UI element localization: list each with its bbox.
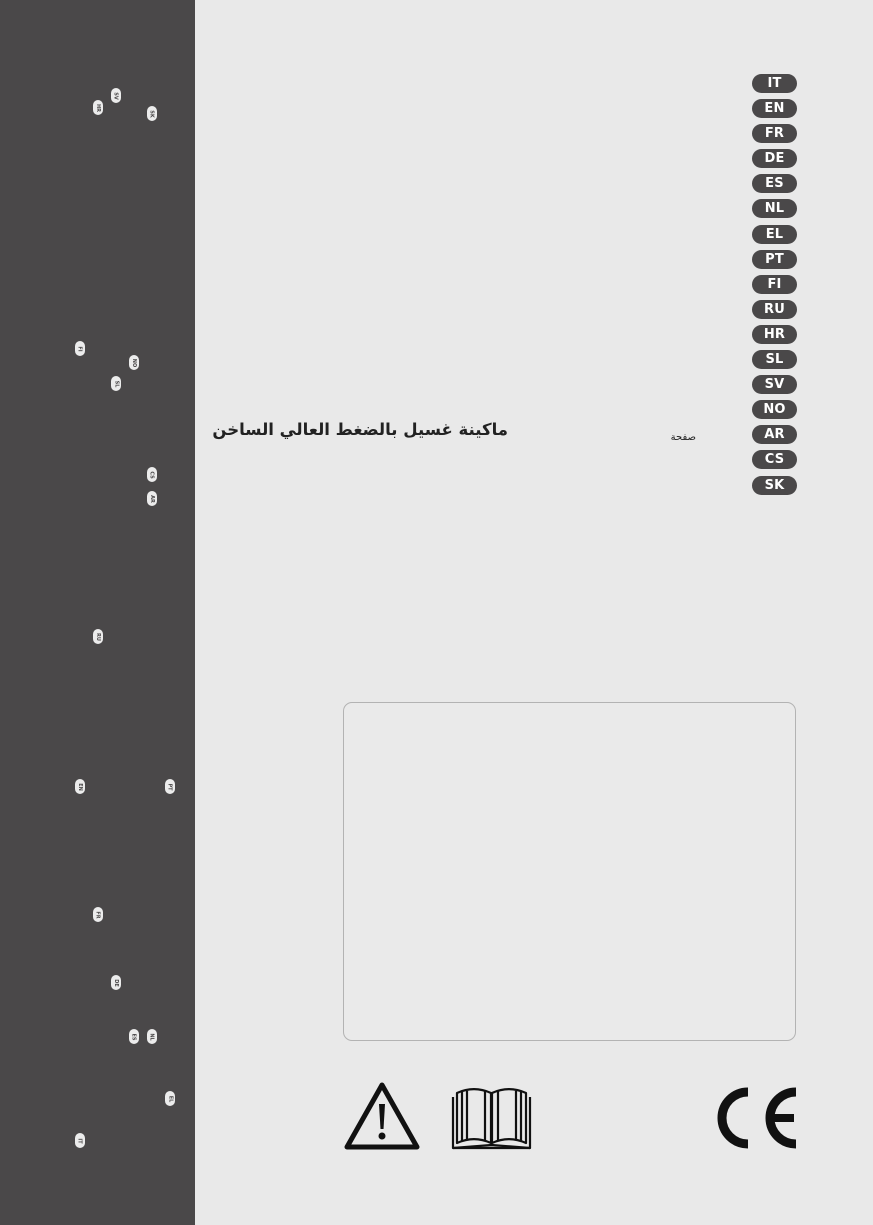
sidebar-lang-badge-hr [93, 100, 103, 115]
sidebar-lang-badge-de [111, 975, 121, 990]
sidebar-lang-label: FR [94, 910, 101, 919]
sidebar-lang-badge-fi [75, 341, 85, 356]
lang-badge-ar: AR [752, 425, 797, 444]
sidebar-lang-badge-sl [111, 376, 121, 391]
lang-badge-nl: NL [752, 199, 797, 218]
arabic-page-label: صفحة [670, 432, 696, 443]
lang-badge-cs: CS [752, 450, 797, 469]
lang-badge-sl: SL [752, 350, 797, 369]
lang-badge-sv: SV [752, 375, 797, 394]
sidebar-lang-badge-ru [93, 629, 103, 644]
lang-badge-de: DE [752, 149, 797, 168]
sidebar-lang-badge-no [129, 355, 139, 370]
sidebar-lang-badge-en [75, 779, 85, 794]
sidebar-lang-label: IT [77, 1137, 83, 1144]
open-manual-book-icon [451, 1083, 532, 1150]
sidebar-lang-label: EL [166, 1095, 173, 1102]
lang-badge-pt: PT [752, 250, 797, 269]
sidebar-lang-label: CS [149, 470, 155, 479]
lang-badge-en: EN [752, 99, 797, 118]
sidebar-lang-label: DE [112, 978, 119, 987]
sidebar-lang-label: NL [149, 1032, 155, 1041]
sidebar-lang-label: RU [94, 632, 101, 641]
lang-badge-el: EL [752, 225, 797, 244]
lang-badge-it: IT [752, 74, 797, 93]
sidebar-lang-badge-it [75, 1133, 85, 1148]
lang-badge-sk: SK [752, 476, 797, 495]
language-index [752, 74, 797, 501]
sidebar-lang-label: EN [76, 782, 83, 791]
sidebar-lang-badge-nl [147, 1029, 157, 1044]
sidebar-lang-badge-sk [147, 106, 157, 121]
ce-mark-icon [708, 1085, 800, 1151]
lang-badge-fr: FR [752, 124, 797, 143]
sidebar-lang-label: NO [131, 358, 137, 367]
lang-badge-hr: HR [752, 325, 797, 344]
sidebar-lang-label: ES [131, 1032, 137, 1041]
sidebar-lang-badge-sv [111, 88, 121, 103]
sidebar-panel [0, 0, 195, 1225]
sidebar-lang-badge-es [129, 1029, 139, 1044]
arabic-product-title: ماكينة غسيل بالضغط العالي الساخن [212, 420, 508, 439]
sidebar-lang-badge-cs [147, 467, 157, 482]
sidebar-lang-label: SV [112, 91, 119, 100]
lang-badge-es: ES [752, 174, 797, 193]
sidebar-lang-label: HR [94, 103, 101, 112]
sidebar-lang-badge-fr [93, 907, 103, 922]
warning-triangle-icon [344, 1082, 420, 1150]
sidebar-lang-label: SL [112, 380, 119, 387]
sidebar-lang-label: FI [77, 345, 83, 352]
lang-badge-fi: FI [752, 275, 797, 294]
product-image-frame [343, 702, 796, 1041]
sidebar-lang-label: PT [166, 782, 173, 791]
sidebar-lang-label: SK [148, 109, 155, 118]
sidebar-lang-label: AR [148, 494, 155, 503]
lang-badge-no: NO [752, 400, 797, 419]
lang-badge-ru: RU [752, 300, 797, 319]
sidebar-lang-badge-ar [147, 491, 157, 506]
sidebar-lang-badge-pt [165, 779, 175, 794]
sidebar-lang-badge-el [165, 1091, 175, 1106]
